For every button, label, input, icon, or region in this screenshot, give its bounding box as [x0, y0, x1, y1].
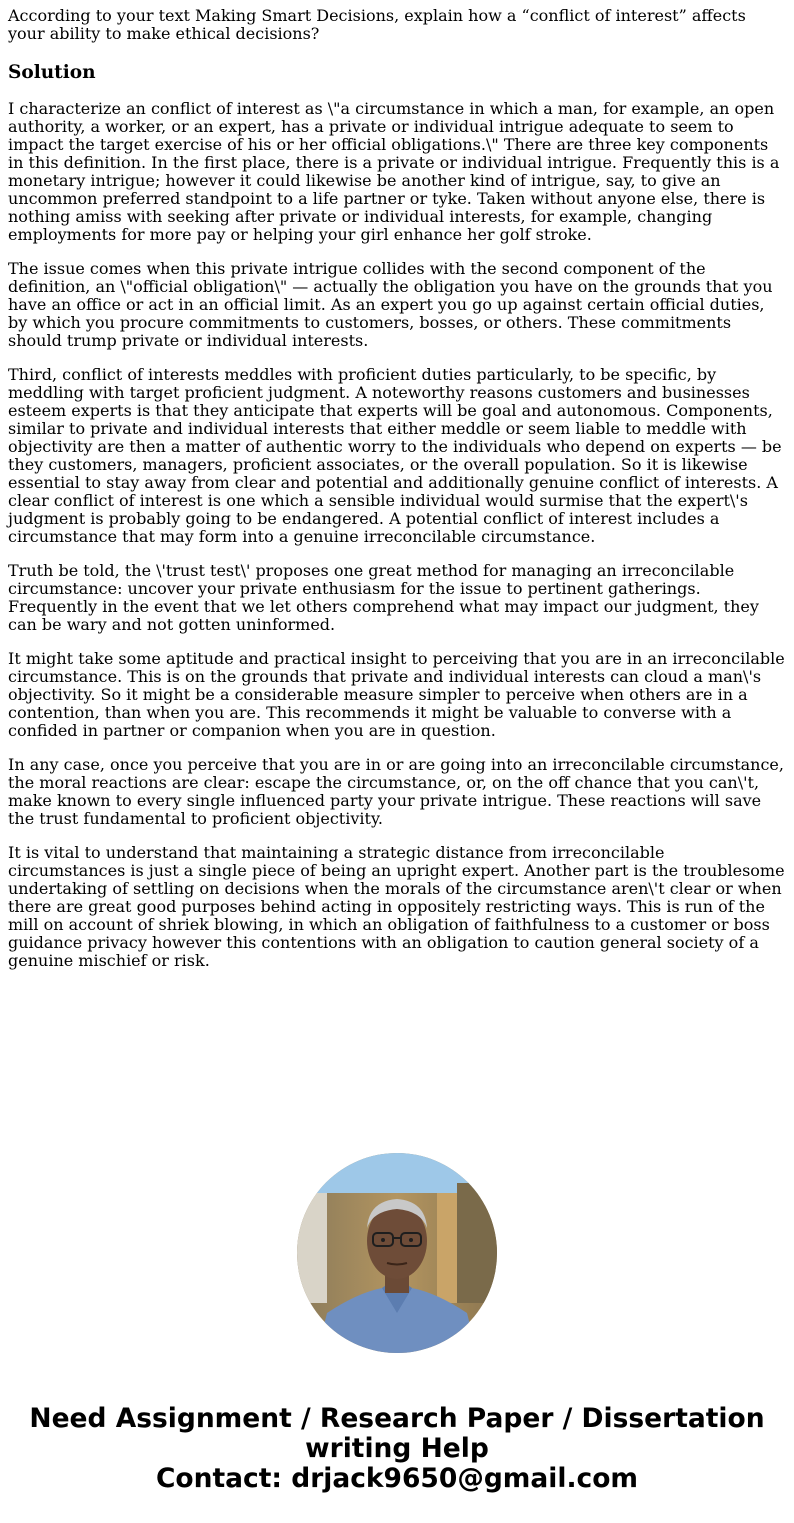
answer-paragraph: Truth be told, the \'trust test\' proposes one great method for managing an irreconcilable circumstance: uncover your private enthusiasm for the issue to pertinent gatherings. Frequently in the event that we let others comprehend what may impact our judgment, they can be wary and not gotten uninformed. — [8, 561, 759, 634]
person-portrait-icon — [297, 1153, 497, 1353]
document-body — [8, 7, 786, 986]
answer-paragraph: It might take some aptitude and practical insight to perceiving that you are in an irreconcilable circumstance. This is on the grounds that private and individual interests can cloud a man\'s objectivity. So it might be a considerable measure simpler to perceive when others are in a contention, than when you are. This recommends it might be valuable to converse with a confided in partner or companion when you are in question. — [8, 649, 785, 740]
answer-paragraph: I characterize an conflict of interest as \"a circumstance in which a man, for example, an open authority, a worker, or an expert, has a private or individual intrigue adequate to seem to impact the target exercise of his or her official obligations.\" There are three key components in this definition. In the first place, there is a private or individual intrigue. Frequently this is a monetary intrigue; however it could likewise be another kind of intrigue, say, to give an uncommon preferred standpoint to a life partner or tyke. Taken without anyone else, there is nothing amiss with seeking after private or individual interests, for example, changing employments for more pay or helping your girl enhance her golf stroke. — [8, 99, 780, 244]
solution-heading: Solution — [8, 62, 96, 83]
answer-paragraph: Third, conflict of interests meddles with proficient duties particularly, to be specific, by meddling with target proficient judgment. A noteworthy reasons customers and businesses esteem experts is that they anticipate that experts will be goal and autonomous. Components, similar to private and individual interests that either meddle or seem liable to meddle with objectivity are then a matter of authentic worry to the individuals who depend on experts — be they customers, managers, proficient associates, or the overall population. So it is likewise essential to stay away from clear and potential and additionally genuine conflict of interests. A clear conflict of interest is one which a sensible individual would surmise that the expert\'s judgment is probably going to be endangered. A potential conflict of interest includes a circumstance that may form into a genuine irreconcilable circumstance. — [8, 365, 782, 546]
promo-line: Need Assignment / Research Paper / Dissertation — [29, 1403, 765, 1434]
answer-paragraph: In any case, once you perceive that you are in or are going into an irreconcilable circumstance, the moral reactions are clear: escape the circumstance, or, on the off chance that you can\'t, make known to every single influenced party your private intrigue. These reactions will save the trust fundamental to proficient objectivity. — [8, 755, 784, 828]
promo-contact: Contact: drjack9650@gmail.com — [155, 1463, 639, 1494]
question-text: According to your text Making Smart Decisions, explain how a “conflict of interest” affects your ability to make ethical decisions? — [8, 6, 746, 43]
answer-paragraph: It is vital to understand that maintaining a strategic distance from irreconcilable circumstances is just a single piece of being an upright expert. Another part is the troublesome undertaking of settling on decisions when the morals of the circumstance aren\'t clear or when there are great good purposes behind acting in oppositely restricting ways. This is run of the mill on account of shriek blowing, in which an obligation of faithfulness to a customer or boss guidance privacy however this contentions with an obligation to caution general society of a genuine mischief or risk. — [8, 843, 785, 970]
answer-body — [8, 100, 786, 970]
promo-banner — [0, 1404, 794, 1494]
answer-paragraph: The issue comes when this private intrigue collides with the second component of the definition, an \"official obligation\" — actually the obligation you have on the grounds that you have an office or act in an official limit. As an expert you go up against certain official duties, by which you procure commitments to customers, bosses, or others. These commitments should trump private or individual interests. — [8, 259, 773, 350]
promo-line: writing Help — [305, 1433, 489, 1464]
author-avatar — [297, 1153, 497, 1353]
